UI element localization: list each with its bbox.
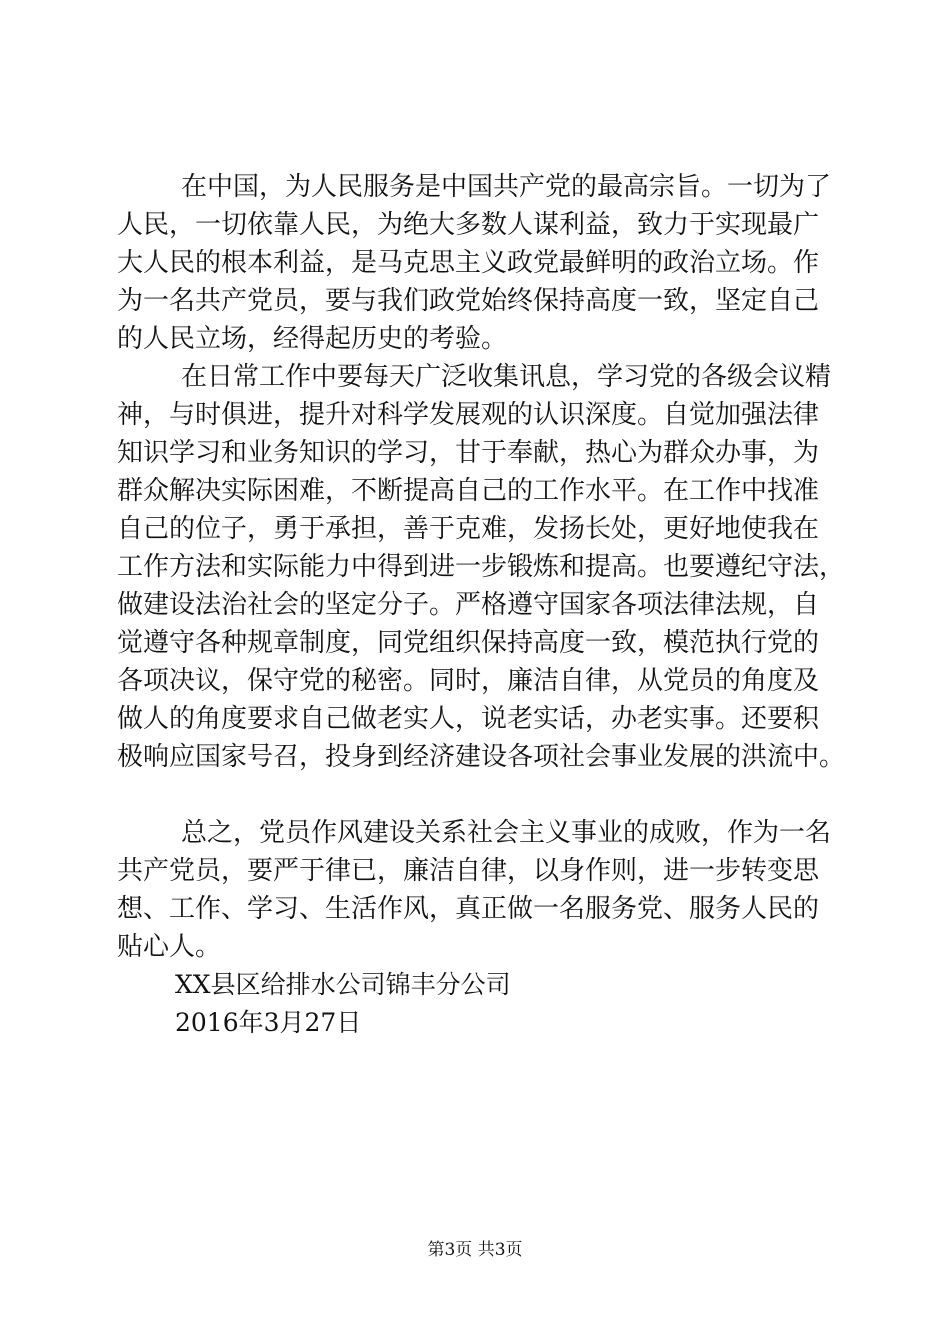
paragraph-line: 总之，党员作风建设关系社会主义事业的成败，作为一名 bbox=[181, 818, 832, 848]
paragraph-line: 在中国，为人民服务是中国共产党的最高宗旨。一切为了 bbox=[181, 172, 832, 202]
paragraph-line: 共产党员，要严于律已，廉洁自律，以身作则，进一步转变思 bbox=[117, 856, 820, 886]
paragraph-line: 贴心人。 bbox=[117, 932, 222, 962]
paragraph-line: 人民，一切依靠人民，为绝大多数人谋利益，致力于实现最广 bbox=[117, 210, 820, 240]
signature-organization: XX县区给排水公司锦丰分公司 bbox=[175, 970, 511, 999]
paragraph-1 bbox=[117, 168, 837, 358]
paragraph-spacer bbox=[117, 776, 837, 814]
paragraph-line: 各项决议，保守党的秘密。同时，廉洁自律，从党员的角度及 bbox=[117, 666, 820, 696]
paragraph-3 bbox=[117, 814, 837, 966]
paragraph-line: 想、工作、学习、生活作风，真正做一名服务党、服务人民的 bbox=[117, 894, 820, 924]
document-body bbox=[117, 168, 846, 1042]
paragraph-line: 工作方法和实际能力中得到进一步锻炼和提高。也要遵纪守法， bbox=[117, 552, 846, 582]
paragraph-line: 极响应国家号召，投身到经济建设各项社会事业发展的洪流中。 bbox=[117, 742, 846, 772]
paragraph-line: 的人民立场，经得起历史的考验。 bbox=[117, 324, 508, 354]
paragraph-line: 觉遵守各种规章制度，同党组织保持高度一致，模范执行党的 bbox=[117, 628, 820, 658]
paragraph-line: 群众解决实际困难，不断提高自己的工作水平。在工作中找准 bbox=[117, 476, 820, 506]
paragraph-line: 做人的角度要求自己做老实人，说老实话，办老实事。还要积 bbox=[117, 704, 820, 734]
paragraph-line: 在日常工作中要每天广泛收集讯息，学习党的各级会议精 bbox=[181, 362, 832, 392]
paragraph-line: 自己的位子，勇于承担，善于克难，发扬长处，更好地使我在 bbox=[117, 514, 820, 544]
paragraph-line: 知识学习和业务知识的学习，甘于奉献，热心为群众办事，为 bbox=[117, 438, 820, 468]
paragraph-line: 为一名共产党员，要与我们政党始终保持高度一致，坚定自己 bbox=[117, 286, 820, 316]
signature-block bbox=[117, 966, 837, 1042]
paragraph-line: 做建设法治社会的坚定分子。严格遵守国家各项法律法规，自 bbox=[117, 590, 820, 620]
page-footer: 第3页 共3页 bbox=[427, 1240, 523, 1260]
paragraph-line: 大人民的根本利益，是马克思主义政党最鲜明的政治立场。作 bbox=[117, 248, 820, 278]
paragraph-line: 神，与时俱进，提升对科学发展观的认识深度。自觉加强法律 bbox=[117, 400, 820, 430]
paragraph-2 bbox=[117, 358, 846, 776]
signature-date: 2016年3月27日 bbox=[175, 1008, 362, 1037]
